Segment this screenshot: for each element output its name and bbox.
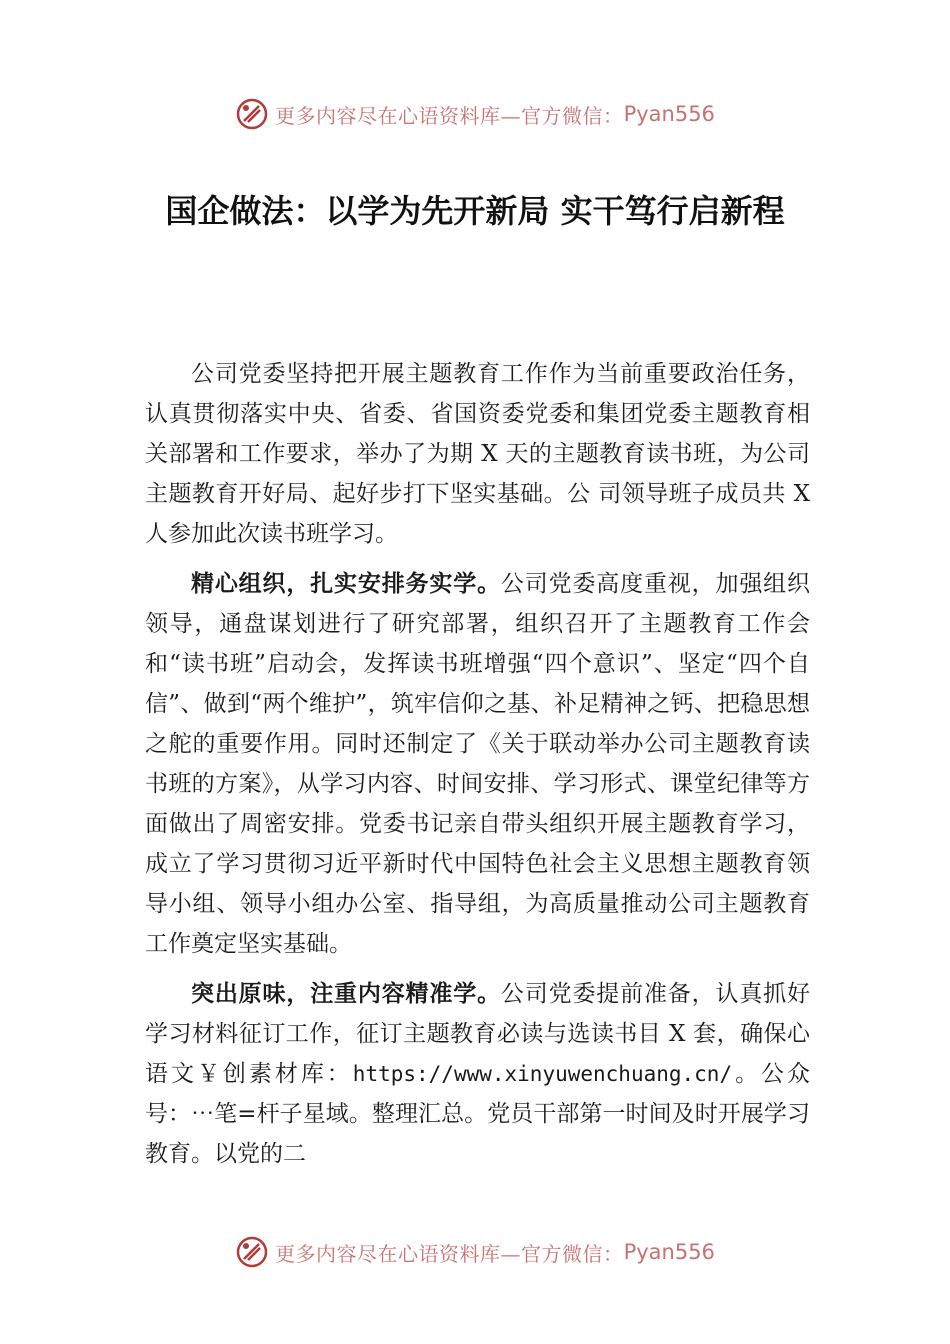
banner-text: 更多内容尽在心语资料库—官方微信：: [275, 103, 624, 128]
paragraph-organize: [145, 564, 810, 964]
banner-wechat-id: Pyan556: [623, 1240, 715, 1264]
paragraph-lead: 突出原味，注重内容精准学。: [191, 981, 501, 1007]
paragraph-text: 公司党委坚持把开展主题教育工作作为当前重要政治任务，认真贯彻落实中央、省委、省国资委党委和集团党委主题教育相关部署和工作要求，举办了为期 X 天的主题教育读书班，为公司主题教育开好局、起好步打下坚实基础。公 司领导班子成员共 X 人参加此次读书班学习。: [145, 361, 810, 547]
paragraph-intro: [145, 354, 810, 554]
paragraph-tail: 。公众号：⋯笔=杆子星域。整理汇总。党员干部第一时间及时开展学习教育。以党的二: [145, 1061, 811, 1167]
paragraph-text: 公司党委高度重视，加强组织领导，通盘谋划进行了研究部署，组织召开了主题教育工作会和“读书班”启动会，发挥读书班增强“四个意识”、坚定“四个自信”、做到“两个维护”，筑牢信仰之基、补足精神之钙、把稳思想之舵的重要作用。同时还制定了《关于联动举办公司主题教育读书班的方案》，从学习内容、时间安排、学习形式、课堂纪律等方面做出了周密安排。党委书记亲自带头组织开展主题教育学习，成立了学习贯彻习近平新时代中国特色社会主义思想主题教育领导小组、领导小组办公室、指导组，为高质量推动公司主题教育工作奠定坚实基础。: [145, 571, 811, 957]
document-body: [145, 354, 810, 1184]
footer-banner: [0, 1232, 950, 1272]
header-banner: [0, 94, 950, 134]
source-link[interactable]: https://www.xinyuwenchuang.cn/: [352, 1062, 733, 1086]
banner-wechat-id: Pyan556: [623, 102, 715, 126]
banner-text: 更多内容尽在心语资料库—官方微信：: [275, 1241, 624, 1266]
paragraph-content: [145, 974, 810, 1174]
paragraph-lead: 精心组织，扎实安排务实学。: [191, 571, 501, 597]
document-title: 国企做法：以学为先开新局 实干笃行启新程: [165, 192, 785, 230]
paragraph-text: 公司党委提前准备，认真抓好学习材料征订工作，征订主题教育必读与选读书目 X 套，确保心语文￥创素材库：: [145, 981, 811, 1087]
logo-icon: [235, 97, 269, 131]
logo-icon: [235, 1235, 269, 1269]
